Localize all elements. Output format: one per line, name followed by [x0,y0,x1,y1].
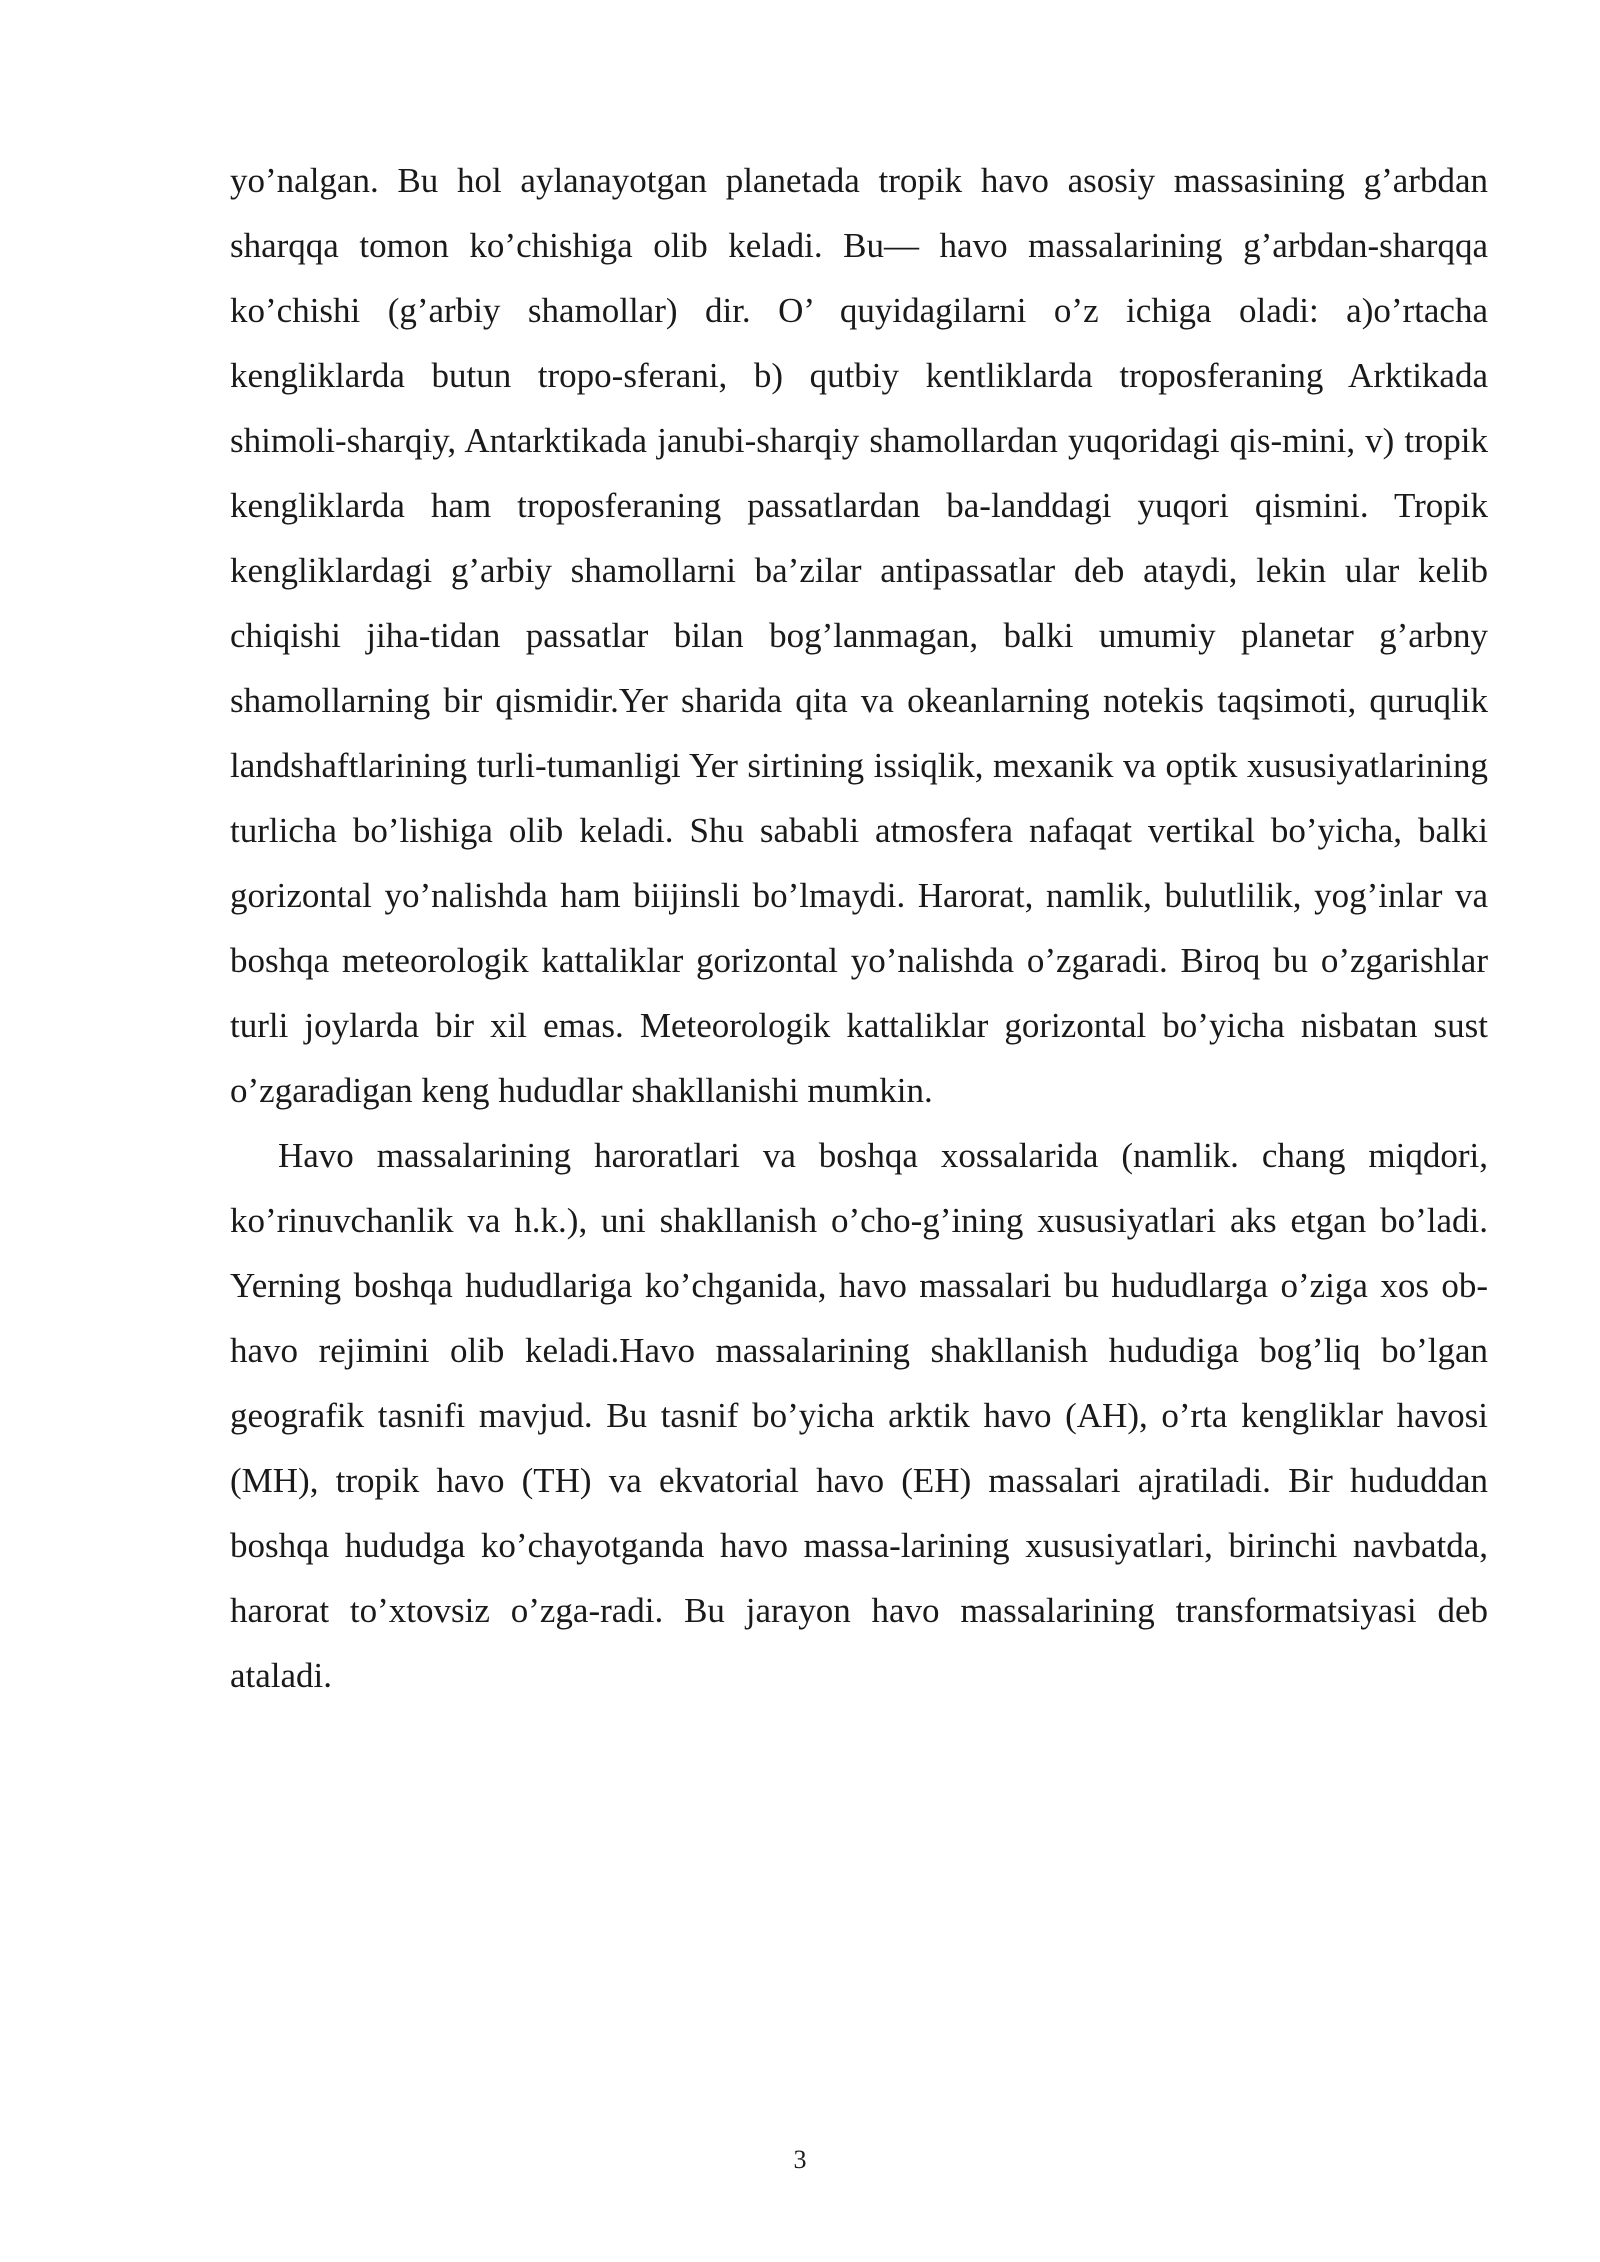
document-body [230,148,1488,1708]
paragraph: Havo massalarining haroratlari va boshqa xossalarida (namlik. chang miqdori, ko’rinuvchanlik va h.k.), uni shakllanish o’cho-g’ining xususiyatlari aks etgan bo’ladi. Yerning boshqa hududlariga ko’chganida, havo massalari bu hududlarga o’ziga xos ob-havo rejimini olib keladi.Havo massalarining shakllanish hududiga bog’liq bo’lgan geografik tasnifi mavjud. Bu tasnif bo’yicha arktik havo (AH), o’rta kengliklar havosi (MH), tropik havo (TH) va ekvatorial havo (EH) massalari ajratiladi. Bir hududdan boshqa hududga ko’chayotganda havo massa-larining xususiyatlari, birinchi navbatda, harorat to’xtovsiz o’zga-radi. Bu jarayon havo massalarining transformatsiyasi deb ataladi. [230,1136,1488,1695]
page-number: 3 [793,2145,807,2174]
paragraph: yo’nalgan. Bu hol aylanayotgan planetada tropik havo asosiy massasining g’arbdan sharqqa tomon ko’chishiga olib keladi. Bu— havo massalarining g’arbdan-sharqqa ko’chishi (g’arbiy shamollar) dir. O’ quyidagilarni o’z ichiga oladi: a)o’rtacha kengliklarda butun tropo-sferani, b) qutbiy kentliklarda troposferaning Arktikada shimoli-sharqiy, Antarktikada janubi-sharqiy shamollardan yuqoridagi qis-mini, v) tropik kengliklarda ham troposferaning passatlardan ba-landdagi yuqori qismini. Tropik kengliklardagi g’arbiy shamollarni ba’zilar antipassatlar deb ataydi, lekin ular kelib chiqishi jiha-tidan passatlar bilan bog’lanmagan, balki umumiy planetar g’arbny shamollarning bir qismidir.Yer sharida qita va okeanlarning notekis taqsimoti, quruqlik landshaftlarining turli-tumanligi Yer sirtining issiqlik, mexanik va optik xususiyatlarining turlicha bo’lishiga olib keladi. Shu sababli atmosfera nafaqat vertikal bo’yicha, balki gorizontal yo’nalishda ham biijinsli bo’lmaydi. Harorat, namlik, bulutlilik, yog’inlar va boshqa meteorologik kattaliklar gorizontal yo’nalishda o’zgaradi. Biroq bu o’zgarishlar turli joylarda bir xil emas. Meteorologik kattaliklar gorizontal bo’yicha nisbatan sust o’zgaradigan keng hududlar shakllanishi mumkin. [230,161,1488,1110]
